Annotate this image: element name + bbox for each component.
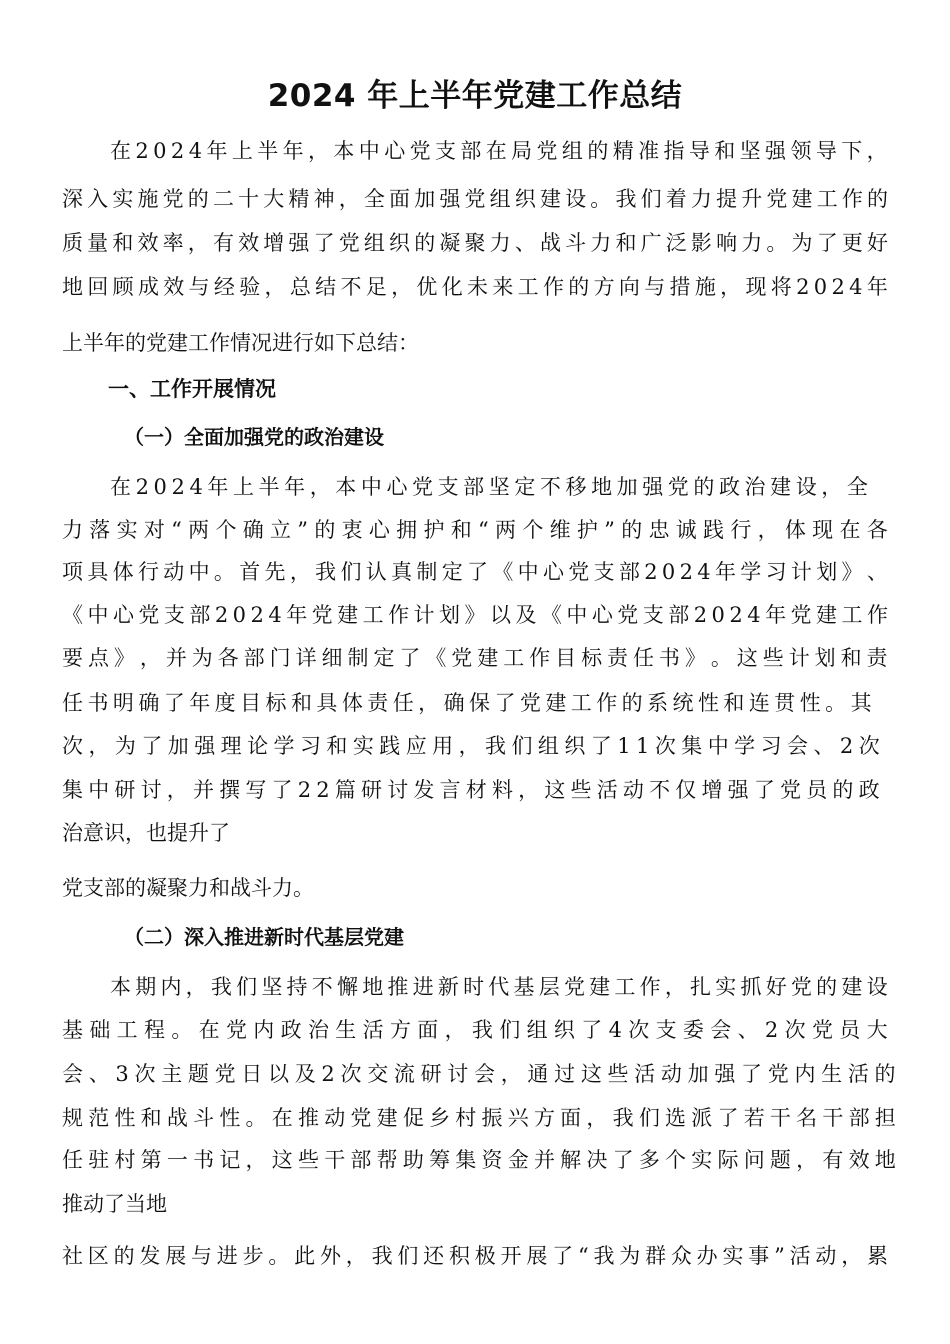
subsection-2-line: 推动了当地	[62, 1192, 167, 1216]
subsection-2-line: 本 期 内 ， 我 们 坚 持 不 懈 地 推 进 新 时 代 基 层 党 建 工 作 ， 扎 实 抓 好 党 的 建 设	[110, 975, 888, 999]
intro-line: 深 入 实 施 党 的 二 十 大 精 神 ， 全 面 加 强 党 组 织 建 设 。 我 们 着 力 提 升 党 建 工 作 的	[62, 187, 888, 211]
subsection-1-line: 治意识，也提升了	[62, 821, 230, 845]
subsection-2-line: 会 、 3 次 主 题 党 日 以 及 2 次 交 流 研 讨 会 ， 通 过 这 些 活 动 加 强 了 党 内 生 活 的	[62, 1062, 896, 1086]
subsection-2-line: 任 驻 村 第 一 书 记 ， 这 些 干 部 帮 助 筹 集 资 金 并 解 决 了 多 个 实 际 问 题 ， 有 效 地	[62, 1148, 896, 1172]
subsection-1-line: 在 2 0 2 4 年 上 半 年 ， 本 中 心 党 支 部 坚 定 不 移 地 加 强 党 的 政 治 建 设 ， 全	[110, 475, 868, 499]
intro-line: 上半年的党建工作情况进行如下总结：	[62, 331, 419, 355]
subsection-1-line: 任 书 明 确 了 年 度 目 标 和 具 体 责 任 ， 确 保 了 党 建 工 作 的 系 统 性 和 连 贯 性 。 其	[62, 691, 872, 715]
subsection-2-line: 社 区 的 发 展 与 进 步 。 此 外 ， 我 们 还 积 极 开 展 了 “ 我 为 群 众 办 实 事 ” 活 动 ， 累	[62, 1244, 888, 1268]
intro-line: 地 回 顾 成 效 与 经 验 ， 总 结 不 足 ， 优 化 未 来 工 作 的 方 向 与 措 施 ， 现 将 2 0 2 4 年	[62, 275, 888, 299]
section-1-heading: 一、工作开展情况	[108, 377, 276, 401]
subsection-1-line: 党支部的凝聚力和战斗力。	[62, 876, 314, 900]
subsection-1-line: 次 ， 为 了 加 强 理 论 学 习 和 实 践 应 用 ， 我 们 组 织 了 1 1 次 集 中 学 习 会 、 2 次	[62, 734, 880, 758]
subsection-1-line: 项 具 体 行 动 中 。 首 先 ， 我 们 认 真 制 定 了 《 中 心 党 支 部 2 0 2 4 年 学 习 计 划 》 、	[62, 560, 888, 584]
subsection-1-heading: （一）全面加强党的政治建设	[124, 425, 384, 449]
subsection-1-line: 集 中 研 讨 ， 并 撰 写 了 2 2 篇 研 讨 发 言 材 料 ， 这 些 活 动 不 仅 增 强 了 党 员 的 政	[62, 778, 880, 802]
subsection-2-line: 基 础 工 程 。 在 党 内 政 治 生 活 方 面 ， 我 们 组 织 了 4 次 支 委 会 、 2 次 党 员 大	[62, 1018, 888, 1042]
intro-line: 在 2 0 2 4 年 上 半 年 ， 本 中 心 党 支 部 在 局 党 组 的 精 准 指 导 和 坚 强 领 导 下 ，	[110, 139, 888, 163]
subsection-1-line: 《 中 心 党 支 部 2 0 2 4 年 党 建 工 作 计 划 》 以 及 《 中 心 党 支 部 2 0 2 4 年 党 建 工 作	[62, 603, 888, 627]
subsection-2-line: 规 范 性 和 战 斗 性 。 在 推 动 党 建 促 乡 村 振 兴 方 面 ， 我 们 选 派 了 若 干 名 干 部 担	[62, 1106, 896, 1130]
subsection-1-line: 力 落 实 对 “ 两 个 确 立 ” 的 衷 心 拥 护 和 “ 两 个 维 护 ” 的 忠 诚 践 行 ， 体 现 在 各	[62, 518, 888, 542]
intro-line: 质 量 和 效 率 ， 有 效 增 强 了 党 组 织 的 凝 聚 力 、 战 斗 力 和 广 泛 影 响 力 。 为 了 更 好	[62, 231, 888, 255]
subsection-1-line: 要 点 》 ， 并 为 各 部 门 详 细 制 定 了 《 党 建 工 作 目 标 责 任 书 》 。 这 些 计 划 和 责	[62, 646, 888, 670]
subsection-2-heading: （二）深入推进新时代基层党建	[124, 925, 404, 949]
document-title: 2024 年上半年党建工作总结	[267, 78, 683, 114]
